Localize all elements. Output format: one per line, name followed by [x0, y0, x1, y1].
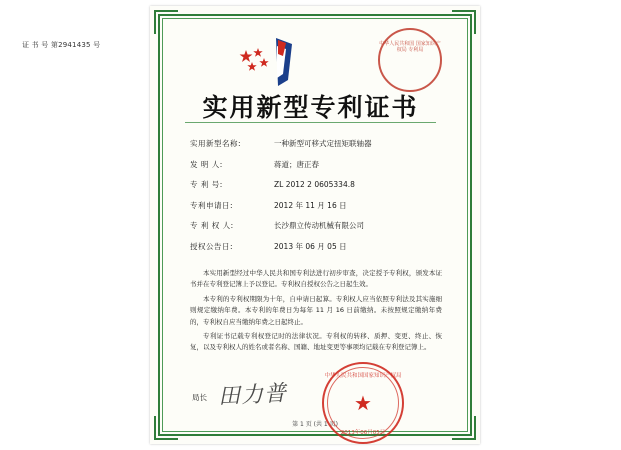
- field-row: [190, 140, 440, 148]
- field-label: 发 明 人:: [190, 159, 223, 169]
- official-seal: [322, 362, 404, 444]
- signature-name: 田力普: [217, 381, 288, 410]
- field-row: [190, 243, 440, 251]
- body-text: [190, 268, 442, 357]
- field-value: 蒋道；唐正春: [274, 159, 319, 169]
- field-row: [190, 181, 440, 189]
- field-label: 专 利 权 人:: [190, 221, 234, 230]
- seal-arc-top-text: 中华人民共和国国家知识产权局: [324, 373, 402, 379]
- signature-label: 局长: [192, 393, 207, 402]
- field-value: 一种新型可移式定扭矩联轴器: [274, 139, 372, 148]
- body-paragraph: 本专利的专利权期限为十年，自申请日起算。专利权人应当依照专利法及其实施细则规定缴纳年费。本专利的年费日为每年 11 月 16 日前缴纳。未按照规定缴纳年费的，专利权自应当缴纳年费之日起终止。: [190, 294, 442, 326]
- field-row: [190, 202, 440, 210]
- body-paragraph: 专利证书记载专利权登记时的法律状况。专利权的转移、质押、变更、终止、恢复，以及专利权人的姓名或者名称、国籍、地址变更等事项均记载在专利登记簿上。: [190, 331, 442, 352]
- field-row: [190, 161, 440, 169]
- title-divider: [185, 122, 436, 123]
- serial-number: 证 书 号 第2941435 号: [22, 41, 101, 49]
- field-row: [190, 222, 440, 230]
- field-value: 2012 年 11 月 16 日: [274, 200, 347, 210]
- field-value: 长沙鼎立传动机械有限公司: [274, 221, 364, 230]
- field-label: 专 利 号:: [190, 180, 223, 189]
- corner-ornament-top-right: [452, 10, 476, 34]
- patent-emblem-icon: [236, 34, 308, 90]
- fields-list: [190, 140, 440, 263]
- seal-arc-bottom-text: 2013年06月05日: [340, 430, 386, 436]
- star-icon: ★: [354, 391, 372, 415]
- top-right-seal: [378, 28, 442, 92]
- field-value: 2013 年 06 月 05 日: [274, 241, 347, 251]
- field-value: ZL 2012 2 0605334.8: [274, 180, 355, 189]
- page-indicator: 第 1 页 (共 1 页): [292, 421, 338, 428]
- corner-ornament-top-left: [154, 10, 178, 34]
- top-seal-text: 中华人民共和国 国家知识产权局 专利局: [379, 41, 441, 53]
- field-label: 授权公告日:: [190, 241, 234, 251]
- page-title: 实用新型专利证书: [202, 93, 419, 122]
- field-label: 专利申请日:: [190, 200, 234, 210]
- field-label: 实用新型名称:: [190, 139, 242, 148]
- body-paragraph: 本实用新型经过中华人民共和国专利法进行初步审查，决定授予专利权，颁发本证书并在专利登记簿上予以登记。专利权自授权公告之日起生效。: [190, 269, 442, 289]
